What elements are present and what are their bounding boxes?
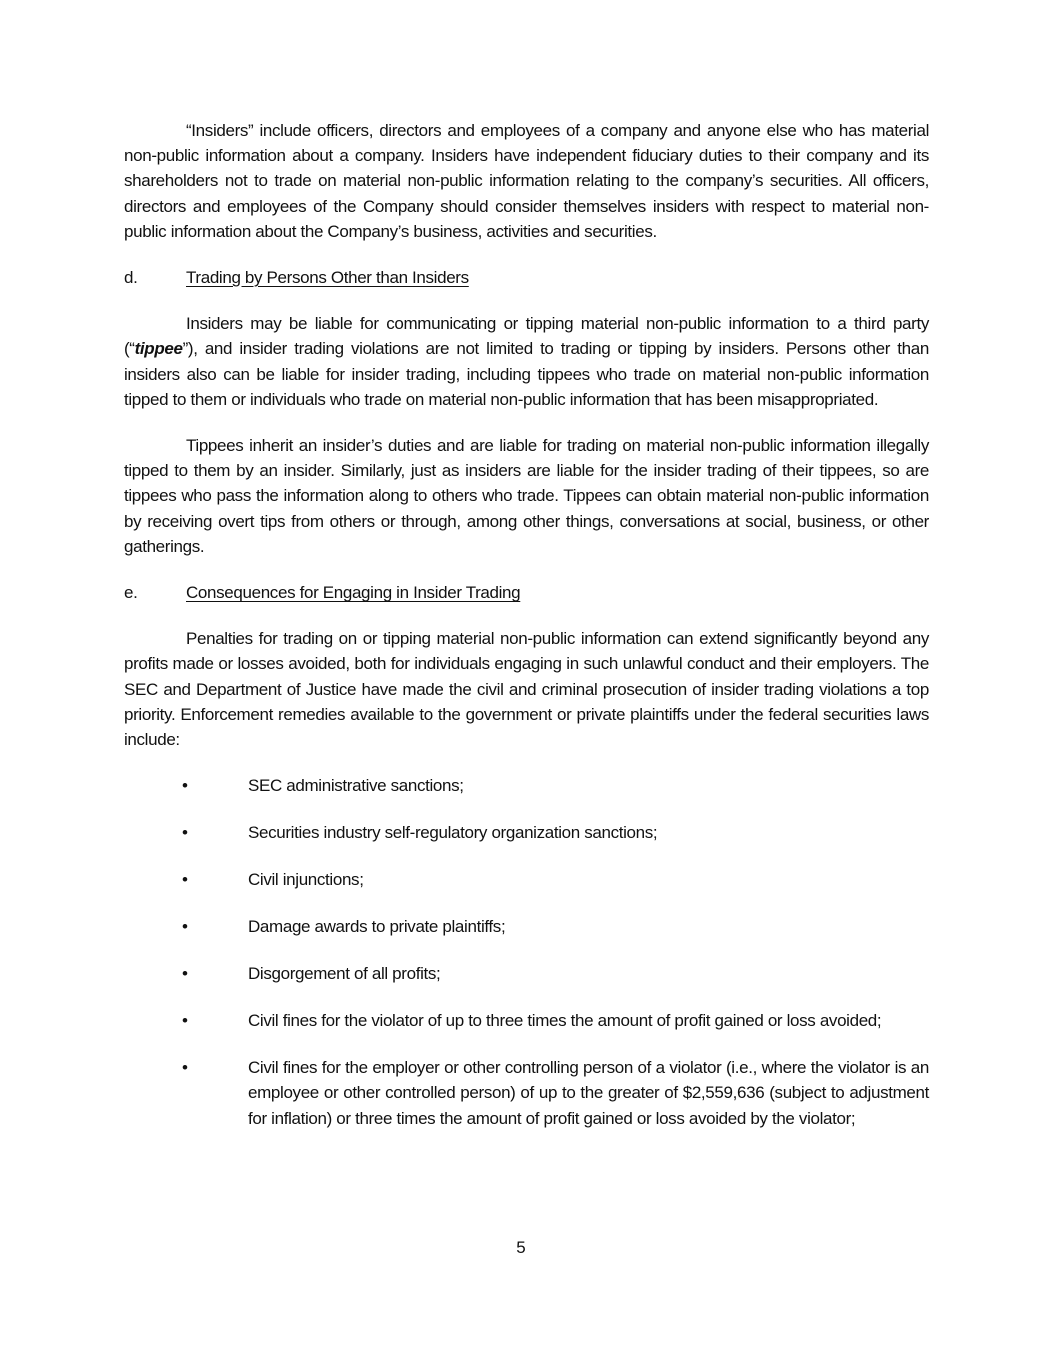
list-item [124, 773, 929, 798]
list-item-text: Civil fines for the employer or other controlling person of a violator (i.e., where the violator is an employee or other controlled person) of up to the greater of $2,559,636 (subject to adjustment for inflation) or three times the amount of profit gained or loss avoided by the violator; [248, 1058, 929, 1128]
bullet-icon: • [182, 1058, 188, 1078]
document-page [124, 118, 929, 1153]
section-letter: e. [124, 583, 138, 603]
list-item [124, 1008, 929, 1033]
bullet-icon: • [182, 776, 188, 796]
section-title: Consequences for Engaging in Insider Trading [186, 583, 521, 603]
bullet-icon: • [182, 964, 188, 984]
paragraph-tippees: Tippees inherit an insider’s duties and are liable for trading on material non-public information illegally tipped to them by an insider. Similarly, just as insiders are liable for the insider trading of their tippees, so are tippees who pass the information along to others who trade. Tippees can obtain material non-public information by receiving overt tips from others or through, among other things, conversations at social, business, or other gatherings. [124, 436, 929, 556]
section-title: Trading by Persons Other than Insiders [186, 268, 469, 288]
paragraph-penalties: Penalties for trading on or tipping material non-public information can extend significantly beyond any profits made or losses avoided, both for individuals engaging in such unlawful conduct and their employers. The SEC and Department of Justice have made the civil and criminal prosecution of insider trading violations a top priority. Enforcement remedies available to the government or private plaintiffs under the federal securities laws include: [124, 629, 929, 750]
list-item-text: Civil fines for the violator of up to three times the amount of profit gained or loss avoided; [248, 1011, 882, 1031]
paragraph-tipping [124, 311, 929, 412]
paragraph-tipping-suffix: ”), and insider trading violations are not limited to trading or tipping by insiders. Persons other than insiders also can be liable for insider trading, including tippees who trade on material non-public information tipped to them or individuals who trade on material non-public information that has been misappropriated. [124, 339, 929, 409]
defined-term-tippee: tippee [134, 339, 183, 359]
list-item [124, 914, 929, 939]
list-item-text: Disgorgement of all profits; [248, 964, 441, 984]
section-heading-d [124, 265, 929, 290]
list-item-text: Securities industry self-regulatory organization sanctions; [248, 823, 658, 843]
bullet-icon: • [182, 823, 188, 843]
list-item [124, 961, 929, 986]
list-item-text: Damage awards to private plaintiffs; [248, 917, 506, 937]
list-item [124, 867, 929, 892]
list-item [124, 1055, 929, 1131]
list-item-text: SEC administrative sanctions; [248, 776, 464, 796]
paragraph-tipping-prefix: Insiders may be liable for communicating or tipping material non-public information to a third party (“ [124, 314, 929, 359]
bullet-icon: • [182, 917, 188, 937]
page-number: 5 [516, 1238, 526, 1257]
bullet-icon: • [182, 870, 188, 890]
list-item [124, 820, 929, 845]
enforcement-remedies-list [124, 773, 929, 1131]
bullet-icon: • [182, 1011, 188, 1031]
section-heading-e [124, 580, 929, 605]
paragraph-insiders-definition: “Insiders” include officers, directors and employees of a company and anyone else who has material non-public information about a company. Insiders have independent fiduciary duties to their company and its shareholders not to trade on material non-public information relating to the company’s securities. All officers, directors and employees of the Company should consider themselves insiders with respect to material non-public information about the Company’s business, activities and securities. [124, 121, 929, 241]
list-item-text: Civil injunctions; [248, 870, 364, 890]
section-letter: d. [124, 268, 138, 288]
